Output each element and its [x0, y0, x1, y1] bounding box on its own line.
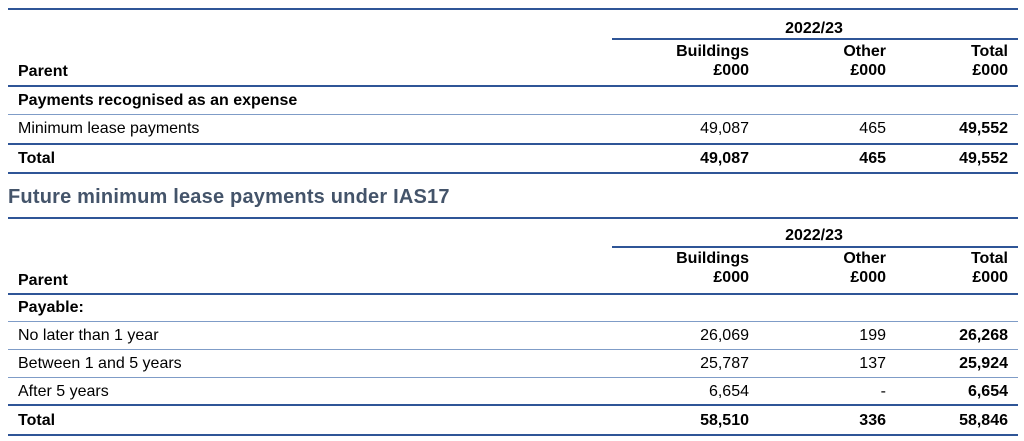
period-header: 2022/23 [785, 227, 843, 244]
total-label: Total [18, 412, 56, 429]
column-header-total: Total £000 [970, 250, 1008, 286]
row-header-parent: Parent [18, 63, 68, 80]
cell-total: 49,552 [959, 120, 1008, 137]
column-header-other: Other £000 [843, 43, 886, 79]
total-total: 49,552 [959, 150, 1008, 167]
row-label: Minimum lease payments [18, 120, 200, 137]
row-divider [8, 114, 1018, 115]
column-header-other: Other £000 [843, 250, 886, 286]
period-underline [612, 38, 1018, 40]
row-header-parent: Parent [18, 272, 68, 289]
header-bottom-rule [8, 85, 1018, 87]
total-top-rule [8, 143, 1018, 145]
cell-other: 465 [859, 120, 886, 137]
column-header-total: Total £000 [970, 43, 1008, 79]
section-heading: Future minimum lease payments under IAS17 [8, 186, 450, 208]
period-header: 2022/23 [785, 20, 843, 37]
table-bottom-rule [8, 172, 1018, 174]
total-buildings: 49,087 [700, 150, 749, 167]
table-top-rule [8, 8, 1018, 10]
row-label: Between 1 and 5 years [18, 355, 182, 372]
row-label: After 5 years [18, 383, 109, 400]
cell-buildings: 26,069 [700, 327, 749, 344]
row-divider [8, 377, 1018, 378]
cell-buildings: 25,787 [700, 355, 749, 372]
row-divider [8, 349, 1018, 350]
table-top-rule [8, 217, 1018, 219]
cell-total: 25,924 [959, 355, 1008, 372]
total-top-rule [8, 404, 1018, 406]
row-divider [8, 321, 1018, 322]
total-buildings: 58,510 [700, 412, 749, 429]
table-bottom-rule [8, 434, 1018, 436]
cell-total: 6,654 [967, 383, 1008, 400]
cell-total: 26,268 [959, 327, 1008, 344]
column-header-buildings: Buildings £000 [676, 250, 749, 286]
cell-other: 199 [859, 327, 886, 344]
section-label: Payable: [18, 299, 84, 316]
cell-buildings: 49,087 [700, 120, 749, 137]
period-underline [612, 246, 1018, 248]
row-label: No later than 1 year [18, 327, 159, 344]
cell-other: - [880, 383, 886, 400]
cell-buildings: 6,654 [708, 383, 749, 400]
column-header-buildings: Buildings £000 [676, 43, 749, 79]
section-label: Payments recognised as an expense [18, 92, 298, 109]
total-label: Total [18, 150, 56, 167]
total-total: 58,846 [959, 412, 1008, 429]
total-other: 465 [859, 150, 886, 167]
header-bottom-rule [8, 293, 1018, 295]
cell-other: 137 [859, 355, 886, 372]
total-other: 336 [859, 412, 886, 429]
